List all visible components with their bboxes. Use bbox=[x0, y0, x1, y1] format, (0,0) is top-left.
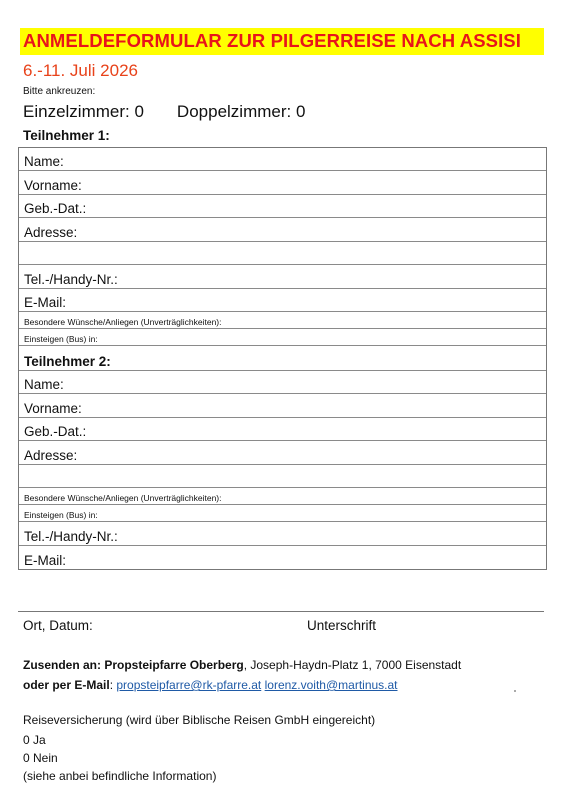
participant2-heading: Teilnehmer 2: bbox=[24, 354, 111, 369]
p1-row-vorname[interactable] bbox=[19, 171, 546, 195]
field-label: Vorname: bbox=[24, 401, 82, 416]
send-email-line bbox=[23, 678, 398, 692]
p2-row-phone[interactable] bbox=[19, 522, 546, 546]
p2-row-address[interactable] bbox=[19, 441, 546, 465]
p1-row-wishes[interactable] bbox=[19, 312, 546, 329]
insurance-yes-option[interactable]: 0 Ja bbox=[23, 733, 46, 747]
field-label: Tel.-/Handy-Nr.: bbox=[24, 529, 118, 544]
send-to-label: Zusenden an: Propsteipfarre Oberberg bbox=[23, 658, 244, 672]
p2-row-wishes[interactable] bbox=[19, 488, 546, 505]
field-label: Name: bbox=[24, 377, 64, 392]
field-label: Adresse: bbox=[24, 225, 78, 240]
insurance-note: (siehe anbei befindliche Information) bbox=[23, 769, 217, 783]
place-date-label: Ort, Datum: bbox=[23, 618, 93, 633]
signature-label: Unterschrift bbox=[307, 618, 377, 633]
email-label: oder per E-Mail bbox=[23, 678, 110, 692]
field-label: Tel.-/Handy-Nr.: bbox=[24, 272, 118, 287]
field-label: E-Mail: bbox=[24, 295, 67, 310]
check-instruction: Bitte ankreuzen: bbox=[23, 86, 96, 97]
form-title: ANMELDEFORMULAR ZUR PILGERREISE NACH ASSISI bbox=[23, 30, 521, 51]
trip-date: 6.-11. Juli 2026 bbox=[23, 61, 138, 80]
field-label: Besondere Wünsche/Anliegen (Unverträglichkeiten): bbox=[24, 317, 222, 327]
p2-row-bus-stop[interactable] bbox=[19, 505, 546, 522]
field-label: Vorname: bbox=[24, 178, 82, 193]
insurance-no-option[interactable]: 0 Nein bbox=[23, 751, 58, 765]
p1-row-bus-stop[interactable] bbox=[19, 329, 546, 346]
email-separator: : bbox=[109, 678, 117, 692]
room-selection bbox=[23, 102, 305, 122]
participant1-heading: Teilnehmer 1: bbox=[23, 128, 110, 143]
p1-row-address[interactable] bbox=[19, 218, 546, 242]
p1-row-email[interactable] bbox=[19, 289, 546, 312]
send-to-line bbox=[23, 658, 461, 672]
field-label: Einsteigen (Bus) in: bbox=[24, 510, 98, 520]
p1-row-name[interactable] bbox=[19, 148, 546, 171]
signature-line bbox=[18, 611, 544, 612]
p2-row-name[interactable] bbox=[19, 371, 546, 394]
single-room-option[interactable]: Einzelzimmer: 0 bbox=[23, 102, 144, 121]
p1-row-birthdate[interactable] bbox=[19, 195, 546, 218]
participant2-heading-row bbox=[19, 346, 546, 371]
p2-row-email[interactable] bbox=[19, 546, 546, 569]
double-room-option[interactable]: Doppelzimmer: 0 bbox=[176, 102, 306, 121]
field-label: Besondere Wünsche/Anliegen (Unverträglichkeiten): bbox=[24, 493, 222, 503]
p1-row-phone[interactable] bbox=[19, 265, 546, 289]
field-label: Geb.-Dat.: bbox=[24, 424, 87, 439]
send-to-address: , Joseph-Haydn-Platz 1, 7000 Eisenstadt bbox=[243, 658, 462, 672]
field-label: Name: bbox=[24, 154, 64, 169]
p2-row-vorname[interactable] bbox=[19, 394, 546, 418]
field-label: E-Mail: bbox=[24, 553, 67, 568]
p1-row-address-2[interactable] bbox=[19, 242, 546, 265]
email-link-voith[interactable]: lorenz.voith@martinus.at bbox=[264, 678, 398, 692]
registration-table bbox=[18, 147, 547, 570]
stray-dot bbox=[514, 690, 516, 692]
p2-row-birthdate[interactable] bbox=[19, 418, 546, 441]
email-link-parish[interactable]: propsteipfarre@rk-pfarre.at bbox=[116, 678, 262, 692]
field-label: Adresse: bbox=[24, 448, 78, 463]
field-label: Geb.-Dat.: bbox=[24, 201, 87, 216]
insurance-heading: Reiseversicherung (wird über Biblische Reisen GmbH eingereicht) bbox=[23, 713, 376, 727]
field-label: Einsteigen (Bus) in: bbox=[24, 334, 98, 344]
p2-row-address-2[interactable] bbox=[19, 465, 546, 488]
